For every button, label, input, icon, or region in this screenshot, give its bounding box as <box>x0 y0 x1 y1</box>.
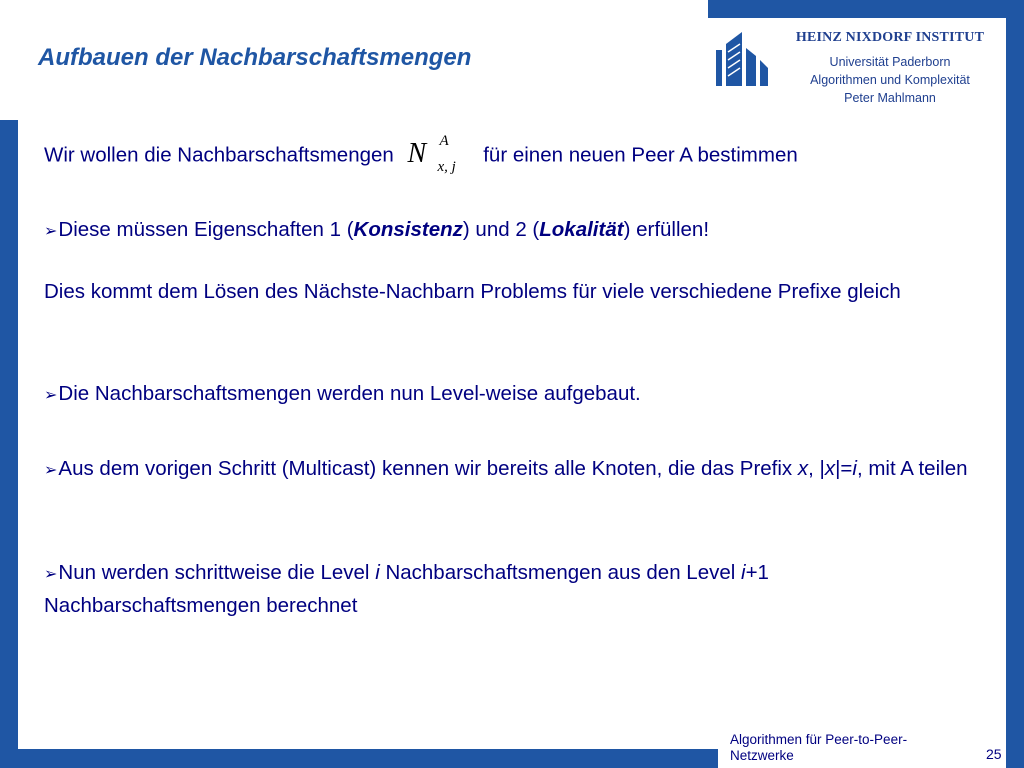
formula-superscript: A <box>439 133 449 149</box>
bullet-text: ) und 2 ( <box>462 218 540 241</box>
bullet-text: Nun werden schrittweise die Level <box>58 561 376 584</box>
right-frame-bar <box>1006 0 1024 768</box>
bullet-text: , mit A teilen <box>856 457 968 480</box>
bullet-properties <box>44 214 984 247</box>
bullet-arrow-icon: ➢ <box>44 566 58 583</box>
math-var-i: i <box>852 457 857 480</box>
university-name: Universität Paderborn <box>829 55 951 69</box>
formula-subscript: x, j <box>437 159 456 175</box>
footer-course-title: Algorithmen für Peer-to-Peer-Netzwerke <box>730 732 908 763</box>
author-name: Peter Mahlmann <box>844 91 936 105</box>
left-frame-bar <box>0 120 18 768</box>
bullet-text: |= <box>835 457 853 480</box>
top-frame-bar <box>708 0 1024 18</box>
slide-title: Aufbauen der Nachbarschaftsmengen <box>38 44 472 71</box>
intro-text-before: Wir wollen die Nachbarschaftsmengen <box>44 143 394 167</box>
paragraph-nearest-neighbor: Dies kommt dem Lösen des Nächste-Nachbarn Problems für viele verschiedene Prefixe gleich <box>44 280 901 303</box>
bullet-text: Diese müssen Eigenschaften 1 ( <box>58 218 354 241</box>
emphasis-consistency: Konsistenz <box>353 218 463 241</box>
bullet-text: , | <box>808 457 825 480</box>
math-var-x: x <box>797 457 809 480</box>
bullet-arrow-icon: ➢ <box>44 462 58 479</box>
bullet-arrow-icon: ➢ <box>44 387 58 404</box>
institute-header <box>708 18 1006 120</box>
intro-line <box>44 133 984 176</box>
formula-base: N <box>407 138 427 169</box>
bullet-arrow-icon: ➢ <box>44 223 58 240</box>
bullet-multicast <box>44 453 984 486</box>
intro-text-after: für einen neuen Peer A bestimmen <box>483 143 798 167</box>
neighborhood-set-formula <box>400 133 478 176</box>
institute-name: HEINZ NIXDORF INSTITUT <box>795 30 985 45</box>
page-number: 25 <box>986 746 1002 762</box>
bullet-compute-levels <box>44 557 984 621</box>
math-var-x: x <box>824 457 836 480</box>
bullet-text: +1 Nachbarschaftsmengen berechnet <box>44 561 769 617</box>
math-var-i: i <box>375 561 380 584</box>
emphasis-locality: Lokalität <box>539 218 624 241</box>
bullet-text: Die Nachbarschaftsmengen werden nun Level-weise aufgebaut. <box>58 382 641 405</box>
department-name: Algorithmen und Komplexität <box>810 73 970 87</box>
bullet-text: ) erfüllen! <box>623 218 710 241</box>
bullet-text: Aus dem vorigen Schritt (Multicast) kennen wir bereits alle Knoten, die das Prefix <box>58 457 798 480</box>
hni-logo-icon <box>716 30 774 88</box>
math-var-i: i <box>741 561 746 584</box>
bullet-level-wise <box>44 378 984 411</box>
bullet-text: Nachbarschaftsmengen aus den Level <box>379 561 742 584</box>
bottom-frame-bar <box>0 749 718 768</box>
